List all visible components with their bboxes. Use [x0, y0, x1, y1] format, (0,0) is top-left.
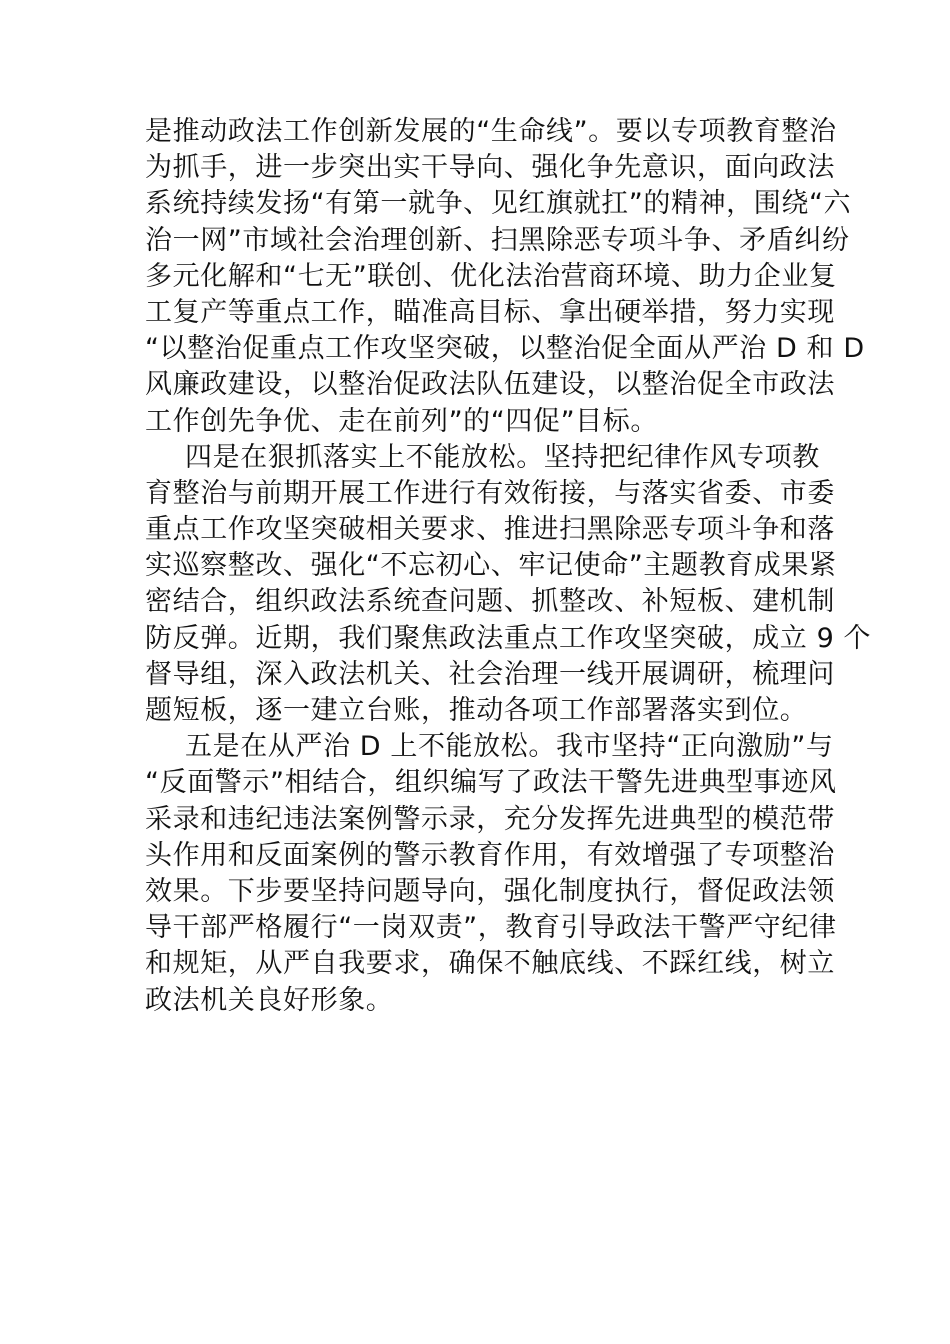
text-line: 多元化解和“七无”联创、优化法治营商环境、助力企业复	[145, 260, 837, 292]
paragraph-five	[145, 729, 837, 1019]
text-line-first: 四是在狠抓落实上不能放松。坚持把纪律作风专项教	[185, 441, 820, 473]
text-line: 育整治与前期开展工作进行有效衔接，与落实省委、市委	[145, 477, 835, 509]
paragraph-continuation	[145, 114, 865, 440]
text-line: 风廉政建设，以整治促政法队伍建设，以整治促全市政法	[145, 369, 835, 401]
text-line: 工作创先争优、走在前列”的“四促”目标。	[145, 405, 658, 437]
text-line: 系统持续发扬“有第一就争、见红旗就扛”的精神，围绕“六	[145, 188, 852, 220]
text-line: 治一网”市域社会治理创新、扫黑除恶专项斗争、矛盾纠纷	[145, 224, 850, 256]
text-line: 是推动政法工作创新发展的“生命线”。要以专项教育整治	[145, 116, 837, 147]
text-line: 实巡察整改、强化“不忘初心、牢记使命”主题教育成果紧	[145, 550, 837, 582]
text-line: 重点工作攻坚突破相关要求、推进扫黑除恶专项斗争和落	[145, 514, 835, 546]
text-line: 为抓手，进一步突出实干导向、强化争先意识，面向政法	[145, 152, 835, 184]
text-line: 头作用和反面案例的警示教育作用，有效增强了专项整治	[145, 839, 835, 871]
text-line: 导干部严格履行“一岗双责”，教育引导政法干警严守纪律	[145, 912, 837, 944]
text-line: 密结合，组织政法系统查问题、抓整改、补短板、建机制	[145, 586, 835, 618]
text-line: “以整治促重点工作攻坚突破，以整治促全面从严治 D 和 D	[145, 333, 865, 365]
text-line: 督导组，深入政法机关、社会治理一线开展调研，梳理问	[145, 658, 835, 690]
text-line: “反面警示”相结合，组织编写了政法干警先进典型事迹风	[145, 767, 837, 799]
text-line: 工复产等重点工作，瞄准高目标、拿出硬举措，努力实现	[145, 296, 835, 328]
text-line: 效果。下步要坚持问题导向，强化制度执行，督促政法领	[145, 875, 835, 907]
text-line: 防反弹。近期，我们聚焦政法重点工作攻坚突破，成立 9 个	[145, 622, 872, 654]
document-body	[145, 114, 872, 1019]
paragraph-four	[145, 440, 872, 730]
text-line: 采录和违纪违法案例警示录，充分发挥先进典型的模范带	[145, 803, 835, 835]
text-line: 题短板，逐一建立台账，推动各项工作部署落实到位。	[145, 695, 808, 726]
text-line-first: 五是在从严治 D 上不能放松。我市坚持“正向激励”与	[185, 731, 834, 763]
text-line: 政法机关良好形象。	[145, 984, 394, 1016]
text-line: 和规矩，从严自我要求，确保不触底线、不踩红线，树立	[145, 948, 835, 980]
